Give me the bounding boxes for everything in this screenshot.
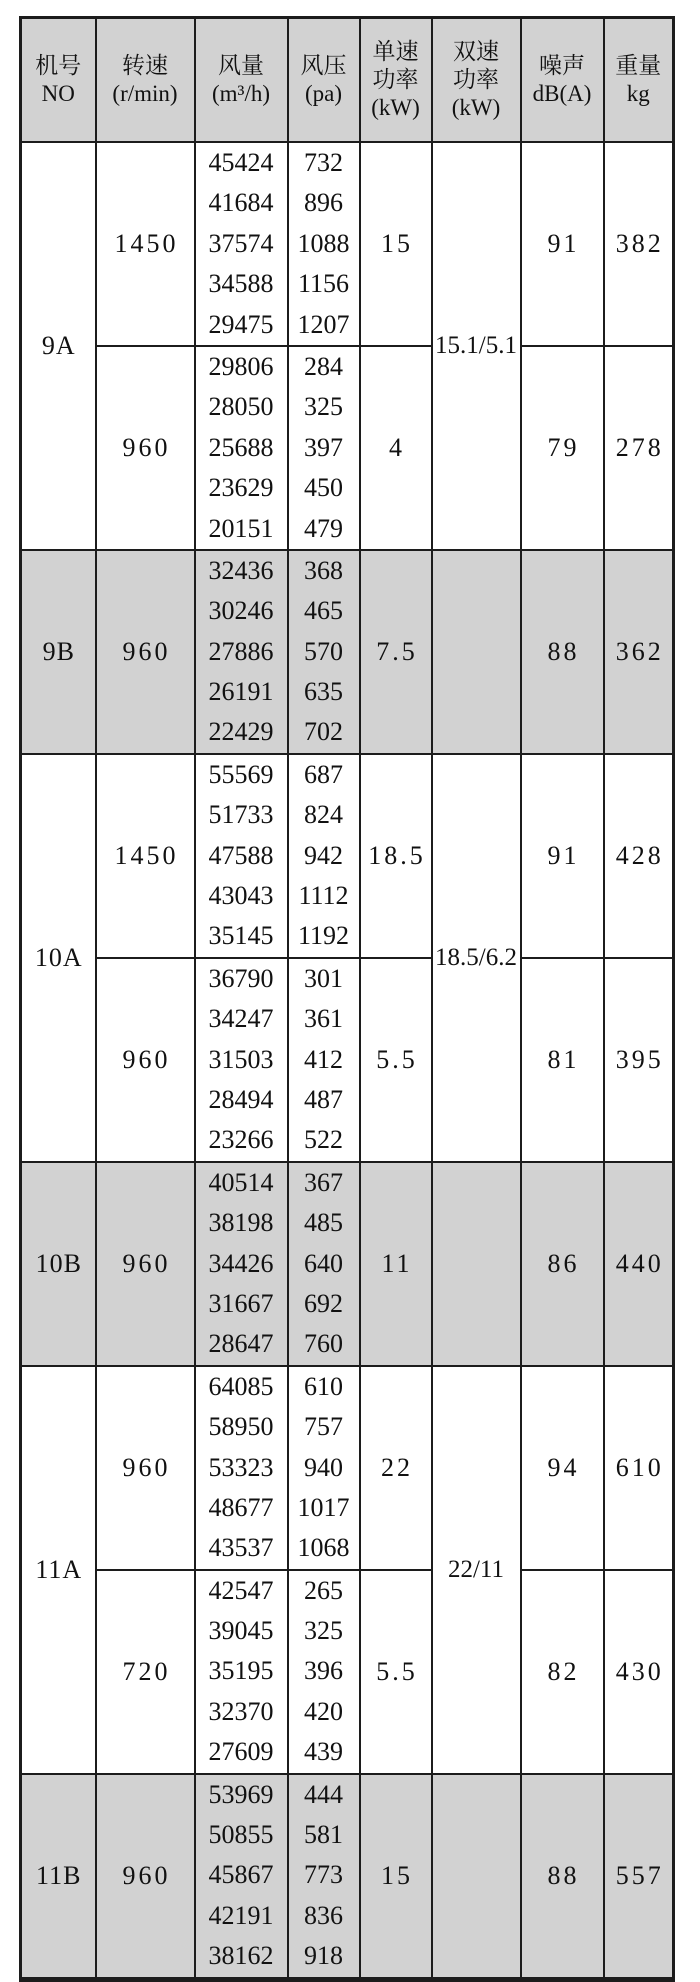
pressure-value: 412 [304,1044,343,1074]
header-cell-dual-power [432,18,521,143]
pressure-value: 732 [304,148,343,177]
header-label: (pa) [304,81,343,106]
pressure-cell [288,1774,360,1979]
speed-cell: 960 [96,1774,195,1979]
airflow-value: 53323 [208,1452,274,1482]
header-label: 转速 [122,53,168,78]
airflow-value: 36790 [208,963,274,993]
airflow-value: 23629 [208,473,274,503]
single-power-cell: 5.5 [360,958,432,1162]
speed-cell: 720 [96,1570,195,1774]
header-label: 双速 [453,39,499,64]
pressure-cell [288,1570,360,1774]
pressure-value: 635 [304,677,343,707]
header-cell-pressure [288,18,360,143]
airflow-cell [195,754,288,958]
weight-cell: 362 [604,550,674,754]
pressure-value: 522 [304,1125,343,1155]
header-label: 机号 [35,53,82,78]
speed-cell: 960 [96,958,195,1162]
pressure-value: 396 [304,1656,343,1686]
airflow-value: 23266 [208,1125,274,1155]
header-cell-single-power [360,18,432,143]
header-label: dB(A) [532,81,592,106]
single-power-cell: 11 [360,1162,432,1366]
pressure-value: 1017 [297,1492,350,1522]
pressure-value: 1068 [297,1533,350,1563]
header-cell-noise [521,18,604,143]
block-row [21,142,674,346]
airflow-value: 42547 [208,1575,274,1605]
header-label: 单速 [372,39,419,64]
pressure-value: 757 [304,1412,343,1442]
airflow-value: 45867 [208,1860,274,1890]
pressure-value: 284 [304,351,343,381]
pressure-value: 301 [304,963,343,993]
pressure-cell [288,550,360,754]
airflow-value: 32370 [208,1696,274,1726]
noise-cell: 94 [521,1366,604,1570]
pressure-value: 487 [304,1084,343,1114]
pressure-value: 610 [304,1371,343,1401]
model-cell: 11B [21,1774,96,1979]
header-label: 功率 [453,67,499,92]
noise-cell: 82 [521,1570,604,1774]
header-label: kg [626,81,650,106]
airflow-value: 37574 [208,228,274,258]
noise-cell: 86 [521,1162,604,1366]
single-power-cell: 15 [360,1774,432,1979]
block-row [21,1570,674,1774]
pressure-value: 420 [304,1696,343,1726]
pressure-value: 325 [304,392,343,422]
block-row [21,1162,674,1366]
single-power-cell: 15 [360,142,432,346]
airflow-value: 29475 [208,309,274,339]
block-row [21,958,674,1162]
single-power-cell: 4 [360,346,432,550]
pressure-value: 1088 [297,228,350,258]
airflow-value: 38162 [208,1941,274,1971]
airflow-value: 35195 [208,1656,274,1686]
pressure-value: 485 [304,1208,343,1238]
airflow-value: 27609 [208,1737,274,1767]
pressure-value: 325 [304,1616,343,1646]
airflow-value: 55569 [208,759,274,789]
pressure-value: 1192 [297,921,350,951]
airflow-value: 20151 [208,513,274,543]
airflow-value: 29806 [208,351,274,381]
airflow-value: 30246 [208,596,274,626]
model-cell: 9A [21,142,96,550]
airflow-cell [195,1570,288,1774]
pressure-value: 896 [304,188,343,218]
dual-power-cell [432,1162,521,1366]
airflow-cell [195,1162,288,1366]
airflow-cell [195,142,288,346]
airflow-value: 34426 [208,1248,274,1278]
single-power-cell: 5.5 [360,1570,432,1774]
weight-cell: 428 [604,754,674,958]
model-cell: 9B [21,550,96,754]
speed-cell: 960 [96,550,195,754]
airflow-value: 40514 [208,1167,274,1197]
pressure-value: 581 [304,1820,343,1850]
header-label: (kW) [451,95,501,120]
airflow-cell [195,958,288,1162]
model-cell: 11A [21,1366,96,1774]
pressure-value: 265 [304,1575,343,1605]
weight-cell: 278 [604,346,674,550]
airflow-value: 51733 [208,800,274,830]
pressure-value: 570 [304,636,343,666]
weight-cell: 395 [604,958,674,1162]
header-label: 功率 [372,67,419,92]
weight-cell: 440 [604,1162,674,1366]
header-row [21,18,674,143]
pressure-value: 439 [304,1737,343,1767]
pressure-cell [288,958,360,1162]
pressure-value: 824 [304,800,343,830]
airflow-value: 26191 [208,677,274,707]
weight-cell: 430 [604,1570,674,1774]
airflow-value: 43043 [208,881,274,911]
header-cell-airflow [195,18,288,143]
table-body [21,142,674,1979]
airflow-value: 34588 [208,269,274,299]
airflow-value: 28647 [208,1329,274,1359]
airflow-value: 35145 [208,921,274,951]
pressure-cell [288,1366,360,1570]
pressure-value: 361 [304,1004,343,1034]
table-header [21,18,674,143]
pressure-cell [288,1162,360,1366]
airflow-value: 34247 [208,1004,274,1034]
airflow-cell [195,550,288,754]
single-power-cell: 7.5 [360,550,432,754]
pressure-cell [288,346,360,550]
noise-cell: 79 [521,346,604,550]
model-cell: 10A [21,754,96,1162]
pressure-value: 918 [304,1941,343,1971]
speed-cell: 1450 [96,142,195,346]
airflow-value: 28494 [208,1084,274,1114]
airflow-value: 27886 [208,636,274,666]
dual-power-cell: 22/11 [432,1366,521,1774]
airflow-cell [195,1774,288,1979]
pressure-value: 836 [304,1900,343,1930]
pressure-value: 692 [304,1288,343,1318]
dual-power-cell: 15.1/5.1 [432,142,521,550]
header-label: 噪声 [539,53,585,78]
header-label: NO [41,81,75,106]
airflow-value: 58950 [208,1412,274,1442]
noise-cell: 88 [521,1774,604,1979]
speed-cell: 960 [96,1366,195,1570]
block-row [21,1774,674,1979]
pressure-value: 465 [304,596,343,626]
airflow-value: 50855 [208,1820,274,1850]
header-label: (kW) [371,95,420,120]
weight-cell: 382 [604,142,674,346]
header-cell-speed [96,18,195,143]
pressure-value: 640 [304,1248,343,1278]
airflow-value: 38198 [208,1208,274,1238]
pressure-value: 773 [304,1860,343,1890]
pressure-value: 479 [304,513,343,543]
airflow-value: 53969 [208,1779,274,1809]
speed-cell: 1450 [96,754,195,958]
noise-cell: 91 [521,754,604,958]
airflow-value: 31503 [208,1044,274,1074]
airflow-value: 41684 [208,188,274,218]
airflow-value: 42191 [208,1900,274,1930]
dual-power-cell [432,1774,521,1979]
airflow-value: 64085 [208,1371,274,1401]
pressure-cell [288,142,360,346]
airflow-value: 45424 [208,148,274,177]
fan-spec-table [19,16,675,1982]
header-label: (m³/h) [212,81,270,106]
block-row [21,346,674,550]
block-row [21,754,674,958]
airflow-value: 25688 [208,432,274,462]
model-cell: 10B [21,1162,96,1366]
pressure-value: 942 [304,840,343,870]
block-row [21,550,674,754]
pressure-value: 368 [304,555,343,585]
speed-cell: 960 [96,346,195,550]
airflow-value: 43537 [208,1533,274,1563]
noise-cell: 88 [521,550,604,754]
block-row [21,1366,674,1570]
airflow-value: 47588 [208,840,274,870]
weight-cell: 557 [604,1774,674,1979]
header-cell-no [21,18,96,143]
header-label: (r/min) [112,81,178,106]
pressure-value: 760 [304,1329,343,1359]
airflow-cell [195,346,288,550]
pressure-value: 450 [304,473,343,503]
pressure-value: 1207 [297,309,350,339]
dual-power-cell [432,550,521,754]
pressure-value: 687 [304,759,343,789]
airflow-value: 22429 [208,717,274,747]
header-label: 风压 [300,53,347,78]
airflow-value: 39045 [208,1616,274,1646]
header-label: 重量 [615,53,662,78]
pressure-value: 1156 [297,269,350,299]
airflow-cell [195,1366,288,1570]
airflow-value: 31667 [208,1288,274,1318]
noise-cell: 81 [521,958,604,1162]
weight-cell: 610 [604,1366,674,1570]
airflow-value: 48677 [208,1492,274,1522]
pressure-value: 367 [304,1167,343,1197]
noise-cell: 91 [521,142,604,346]
pressure-value: 397 [304,432,343,462]
header-cell-weight [604,18,674,143]
pressure-value: 1112 [298,881,349,911]
airflow-value: 28050 [208,392,274,422]
pressure-cell [288,754,360,958]
pressure-value: 702 [304,717,343,747]
airflow-value: 32436 [208,555,274,585]
pressure-value: 444 [304,1779,343,1809]
pressure-value: 940 [304,1452,343,1482]
single-power-cell: 22 [360,1366,432,1570]
speed-cell: 960 [96,1162,195,1366]
single-power-cell: 18.5 [360,754,432,958]
dual-power-cell: 18.5/6.2 [432,754,521,1162]
header-label: 风量 [218,53,264,78]
